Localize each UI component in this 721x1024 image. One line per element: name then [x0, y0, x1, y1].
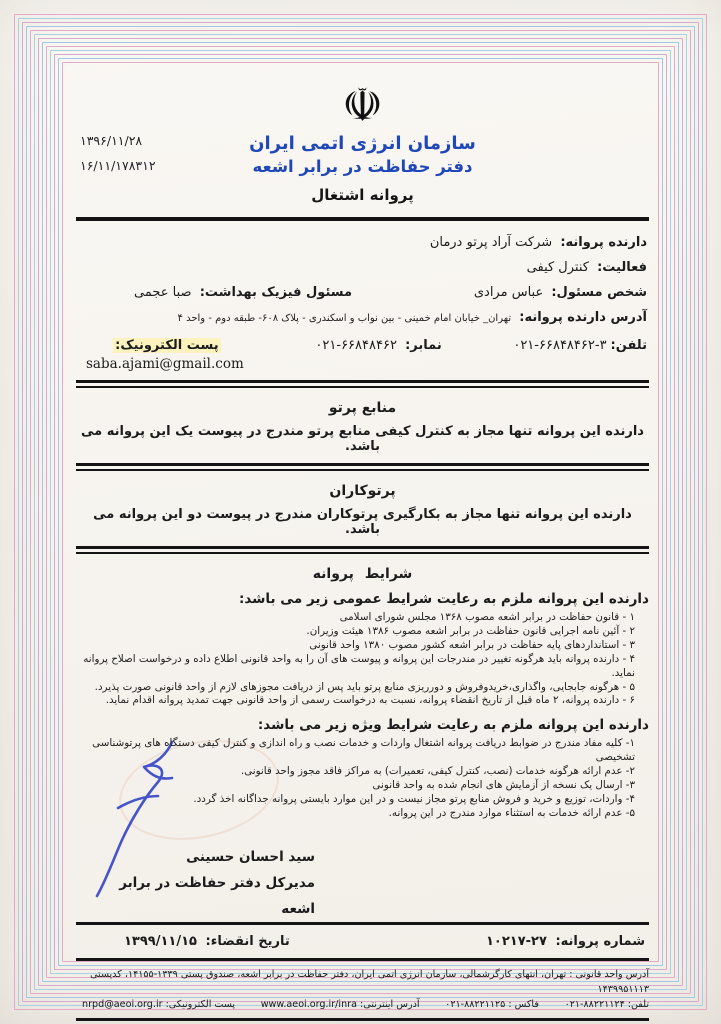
special-condition-item: ۱- کلیه مفاد مندرج در ضوابط دریافت پروانه اشتغال واردات و خدمات نصب و راه اندازی و کنترل کیفی دستگاه های پرتوشناسی تشخیصی [92, 737, 635, 764]
general-condition-item: ۵ - هرگونه جابجایی، واگذاری،خریدوفروش و دورریزی منابع پرتو باید پس از دریافت مجوزهای لازم از واحد قانونی صورت پذیرد. [94, 680, 635, 693]
special-condition-item: ۴- واردات، توزیع و خرید و فروش منابع پرتو مجاز نیست و در این موارد بایستی پروانه جداگانه اخذ گردد. [193, 792, 635, 805]
issue-dates [80, 128, 156, 178]
fax-value: ۶۶۸۴۸۴۶۲-۰۲۱ [315, 338, 397, 353]
radiation-workers-section [76, 471, 649, 546]
holder-row [76, 231, 647, 255]
activity-value: کنترل کیفی [526, 260, 589, 275]
general-condition-item: ۶ - دارنده پروانه، ۲ ماه قبل از تاریخ انقضاء پروانه، نسبت به درخواست رسمی از واحد قانونی جهت تمدید پروانه اقدام نماید. [105, 694, 635, 707]
footer-email-value: nrpd@aeoi.org.ir [82, 998, 163, 1010]
license-number-field [486, 934, 645, 949]
footer-phone-label: تلفن: [627, 998, 649, 1010]
email-value: saba.ajami@gmail.com [86, 356, 244, 372]
general-condition-item: ۱ - قانون حفاظت در برابر اشعه مصوب ۱۳۶۸ مجلس شورای اسلامی [339, 611, 635, 623]
organization-name: سازمان انرژی اتمی ایران [249, 133, 476, 154]
health-physics-officer [134, 281, 352, 305]
general-condition-item: ۴ - دارنده پروانه باید هرگونه تغییر در مندرجات این پروانه و پیوست های آن را به واحد قانونی اطلاع داده و درخواست اصلاح پروانه نماید. [83, 652, 635, 679]
section-divider [76, 463, 649, 471]
footer-section [76, 961, 649, 1021]
general-conditions-list [76, 611, 649, 708]
license-meta-row [76, 925, 649, 958]
reference-number: ۱۶/۱۱/۱۷۸۳۱۲ [80, 158, 156, 173]
footer-web-field [261, 997, 420, 1012]
section-divider [76, 380, 649, 388]
sources-title: منابع پرتو [328, 400, 397, 416]
phone-field [513, 338, 647, 353]
footer-bottom-rule [76, 1018, 649, 1021]
footer-web-value: www.aeoi.org.ir/inra [260, 998, 357, 1010]
phone-label: تلفن: [610, 338, 647, 353]
footer-contacts-row [76, 997, 649, 1012]
holder-value: شرکت آراد پرتو درمان [429, 235, 553, 250]
document-title: پروانه اشتغال [311, 186, 414, 204]
special-condition-item: ۲- عدم ارائه هرگونه خدمات (نصب، کنترل کیفی، تعمیرات) به مراکز فاقد مجوز واحد قانونی. [240, 765, 635, 778]
phone-value: ۳-۶۶۸۴۸۴۶۲-۰۲۱ [513, 338, 607, 353]
responsible-row [76, 281, 647, 305]
office-name: دفتر حفاظت در برابر اشعه [252, 157, 473, 176]
expiry-date-label: تاریخ انقضاء: [205, 933, 290, 949]
signatory-name: سید احسان حسینی [186, 848, 315, 865]
activity-label: فعالیت: [597, 260, 647, 275]
holder-label: دارنده پروانه: [560, 235, 647, 250]
responsible-value: عباس مرادی [473, 285, 544, 300]
footer-fax-field [445, 997, 539, 1012]
footer-phone-field [565, 997, 649, 1012]
license-conditions-section [76, 554, 649, 831]
conditions-title: شرایط پروانه [312, 566, 413, 582]
general-condition-item: ۳ - استانداردهای پایه حفاظت در برابر اشعه کشور مصوب ۱۳۸۰ واحد قانونی [309, 638, 635, 651]
physics-label: مسئول فیزیک بهداشت: [199, 285, 353, 300]
physics-value: صبا عجمی [134, 285, 192, 300]
address-label: آدرس دارنده پروانه: [519, 310, 647, 325]
holder-info-section [76, 221, 649, 380]
certificate-header [76, 78, 649, 204]
special-condition-item: ۵- عدم ارائه خدمات به استثناء موارد مندرج در این پروانه. [388, 806, 635, 819]
expiry-date-field [124, 934, 290, 949]
license-number-label: شماره پروانه: [555, 933, 645, 949]
email-field [86, 338, 244, 372]
fax-label: نمابر: [405, 338, 442, 353]
legal-unit-address: آدرس واحد قانونی : تهران، انتهای کارگرشمالی، سازمان انرژی اتمی ایران، دفتر حفاظت در برابر اشعه، صندوق پستی ۱۳۳۹-۱۴۱۵۵، کدپستی ۱۴۳۹۹۵۱۱۱۳ [90, 968, 649, 995]
iran-emblem-icon: ☫ [341, 78, 384, 132]
section-divider [76, 546, 649, 554]
issue-date: ۱۳۹۶/۱۱/۲۸ [80, 133, 143, 148]
special-conditions-heading: دارنده این پروانه ملزم به رعایت شرایط ویژه زیر می باشد: [257, 717, 649, 734]
expiry-date-value: ۱۳۹۹/۱۱/۱۵ [124, 933, 197, 949]
radiation-sources-section [76, 388, 649, 463]
email-label: پست الکترونیک: [115, 338, 219, 353]
footer-fax-value: ۸۸۲۲۱۱۲۵-۰۲۱ [445, 998, 506, 1010]
general-conditions-heading: دارنده این پروانه ملزم به رعایت شرایط عمومی زیر می باشد: [238, 591, 649, 607]
activity-row [76, 256, 647, 280]
address-value: تهران_ خیابان امام خمینی - بین نواب و اسکندری - پلاک ۶۰۸- طبقه دوم - واحد ۴ [177, 313, 512, 324]
signature-block [90, 844, 315, 922]
special-condition-item: ۳- ارسال یک نسخه از آزمایش های انجام شده به واحد قانونی [372, 779, 635, 792]
general-condition-item: ۲ - آئین نامه اجرایی قانون حفاظت در برابر اشعه مصوب ۱۳۸۶ هیئت وزیران. [306, 624, 635, 637]
footer-email-field [82, 997, 235, 1012]
signatory-title: مدیرکل دفتر حفاظت در برابر اشعه [119, 874, 315, 917]
workers-text: دارنده این پروانه تنها مجاز به بکارگیری پرتوکاران مندرج در پیوست دو این پروانه می باشد. [93, 507, 632, 537]
responsible-label: شخص مسئول: [551, 285, 647, 300]
footer-web-label: آدرس اینترنتی: [359, 998, 420, 1010]
fax-field [315, 338, 441, 353]
responsible-person [474, 281, 647, 305]
certificate-content [76, 80, 649, 1021]
license-number-value: ۲۷-۱۰۲۱۷ [485, 933, 547, 949]
sources-text: دارنده این پروانه تنها مجاز به کنترل کیفی منابع پرتو مندرج در پیوست یک این پروانه می باشد. [81, 424, 644, 454]
footer-email-label: پست الکترونیکی: [165, 998, 236, 1010]
contacts-row [76, 338, 647, 372]
footer-fax-label: فاکس : [508, 998, 539, 1010]
address-row [76, 306, 647, 331]
workers-title: پرتوکاران [329, 483, 396, 499]
special-conditions-list [76, 737, 649, 820]
footer-phone-value: ۸۸۲۲۱۱۲۴-۰۲۱ [564, 998, 625, 1010]
